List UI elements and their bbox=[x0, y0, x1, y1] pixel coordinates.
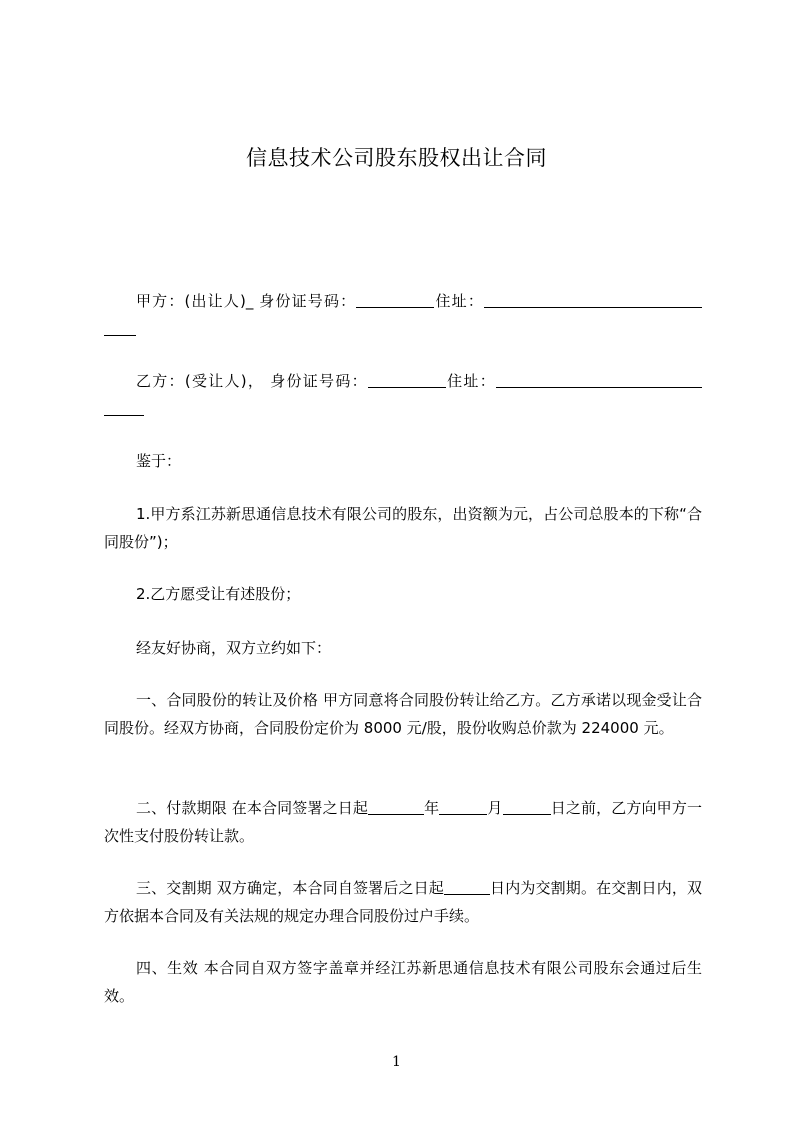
article-2-part2: 日之前，乙方向甲方一次性支付股份转让款。 bbox=[104, 799, 702, 845]
party-b-section bbox=[104, 367, 702, 423]
article-2-section bbox=[104, 794, 702, 850]
document-title: 信息技术公司股东股权出让合同 bbox=[246, 146, 547, 170]
clause-1-section bbox=[104, 500, 702, 556]
whereas-section bbox=[104, 447, 702, 475]
article-2-text bbox=[104, 794, 702, 850]
delivery-days-blank bbox=[444, 877, 490, 895]
clause-2-section bbox=[104, 580, 702, 608]
article-3-part1: 三、交割期 双方确定，本合同自签署后之日起 bbox=[136, 879, 444, 897]
party-b-line bbox=[104, 367, 702, 423]
party-b-label: 乙方：(受让人)， 身份证号码： bbox=[136, 372, 368, 390]
agreement-intro-text: 经友好协商，双方立约如下： bbox=[136, 639, 332, 657]
year-label: 年 bbox=[424, 799, 440, 817]
article-3-part2: 日内为交割期。在交割日内，双方依据本合同及有关法规的规定办理合同股份过户手续。 bbox=[104, 879, 702, 925]
party-a-label: 甲方：(出让人)_ 身份证号码： bbox=[136, 292, 357, 310]
article-1-text: 一、合同股份的转让及价格 甲方同意将合同股份转让给乙方。乙方承诺以现金受让合同股份。经双方协商，合同股份定价为 8000 元/股，股份收购总价款为 224000 元。 bbox=[104, 691, 702, 737]
month-label: 月 bbox=[487, 799, 503, 817]
article-3-section bbox=[104, 874, 702, 930]
article-4-text: 四、生效 本合同自双方签字盖章并经江苏新思通信息技术有限公司股东会通过后生效。 bbox=[104, 959, 702, 1005]
article-2-part1: 二、付款期限 在本合同签署之日起 bbox=[136, 799, 368, 817]
article-3-text bbox=[104, 874, 702, 930]
article-1-section bbox=[104, 686, 702, 742]
whereas-heading: 鉴于： bbox=[136, 452, 182, 470]
article-4-section bbox=[104, 954, 702, 1010]
party-a-address-blank bbox=[484, 290, 702, 308]
party-a-address-blank-cont bbox=[104, 318, 136, 336]
month-blank bbox=[439, 797, 487, 815]
clause-1-text: 1.甲方系江苏新思通信息技术有限公司的股东，出资额为元，占公司总股本的下称“合同股份”)； bbox=[104, 505, 702, 551]
page-number: 1 bbox=[392, 1054, 401, 1070]
party-b-address-blank-cont bbox=[104, 398, 144, 416]
party-b-id-blank bbox=[368, 370, 446, 388]
party-a-section bbox=[104, 287, 702, 343]
year-blank bbox=[368, 797, 424, 815]
agreement-intro-section bbox=[104, 634, 702, 662]
party-a-address-label: 住址： bbox=[434, 292, 484, 310]
party-a-line bbox=[104, 287, 702, 343]
day-blank bbox=[503, 797, 551, 815]
party-b-address-blank bbox=[496, 370, 702, 388]
party-b-address-label: 住址： bbox=[445, 372, 496, 390]
clause-2-text: 2.乙方愿受让有述股份； bbox=[136, 585, 301, 603]
party-a-id-blank bbox=[356, 290, 434, 308]
